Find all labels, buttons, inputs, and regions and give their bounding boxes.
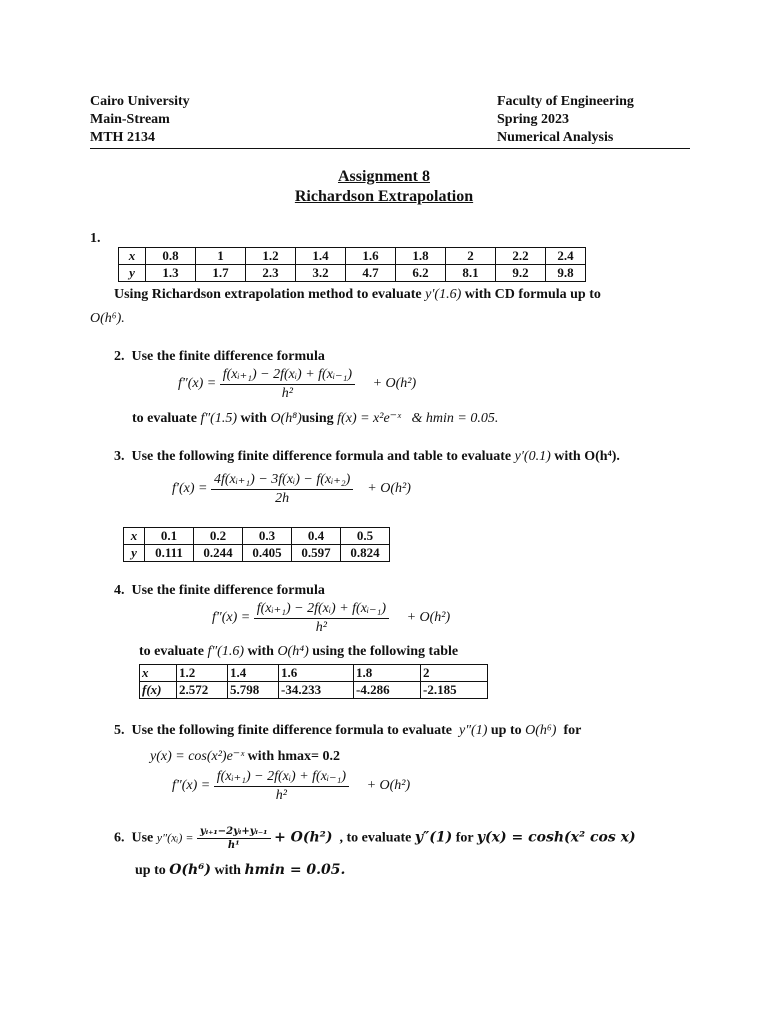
q3-order-text: with O(h⁴). xyxy=(554,449,620,464)
q2-intro: Use the finite difference formula xyxy=(131,349,325,364)
q2-intro-line xyxy=(114,349,325,365)
q3-x-cell: 0.3 xyxy=(243,528,292,545)
q6-hmin: hmin = 0.05. xyxy=(244,862,346,878)
header-faculty: Faculty of Engineering xyxy=(497,94,634,109)
q5-intro: Use the following finite difference formula to evaluate xyxy=(131,723,453,738)
header-term: Spring 2023 xyxy=(497,112,569,127)
q5-order: O(h⁶) xyxy=(525,723,557,738)
q3-table-header-x: x xyxy=(124,528,145,545)
q5-func-line xyxy=(150,748,340,765)
q2-eval-a: to evaluate xyxy=(132,411,197,426)
q4-target: f″(1.6) xyxy=(207,644,244,659)
q4-lhs: f″(x) = xyxy=(212,610,251,626)
q4-numerator: f(xᵢ₊₁) − 2f(xᵢ) + f(xᵢ₋₁) xyxy=(254,600,389,619)
q1-x-cell: 2.4 xyxy=(546,248,586,265)
q5-func: y(x) = cos(x²)e⁻ˣ xyxy=(150,749,245,764)
q6-line1 xyxy=(114,826,636,851)
q2-numerator: f(xᵢ₊₁) − 2f(xᵢ) + f(xᵢ₋₁) xyxy=(220,366,355,385)
q1-table-header-x: x xyxy=(119,248,146,265)
q5-for: for xyxy=(563,723,582,738)
q5-number: 5. xyxy=(114,723,125,738)
q4-fraction xyxy=(254,600,389,636)
q3-intro-line xyxy=(114,449,620,465)
q1-y-cell: 3.2 xyxy=(296,265,346,282)
q5-with: with xyxy=(247,749,275,764)
q5-intro-line xyxy=(114,723,581,739)
q6-eval: , to evaluate xyxy=(339,830,412,846)
q2-eval-line xyxy=(132,410,498,427)
q3-number: 3. xyxy=(114,449,125,464)
q6-func: y(x) = cosh(x² cos x) xyxy=(476,829,636,846)
q1-instruction xyxy=(114,287,601,303)
q1-y-cell: 6.2 xyxy=(396,265,446,282)
q2-error: + O(h²) xyxy=(372,376,417,392)
q6-with: with xyxy=(214,863,241,878)
assignment-subtitle: Richardson Extrapolation xyxy=(294,188,474,205)
q2-target: f″(1.5) xyxy=(200,411,237,426)
q5-formula xyxy=(172,768,410,804)
q4-y-cell: -34.233 xyxy=(279,682,354,699)
q6-error: + O(h²) xyxy=(274,829,333,846)
q3-denominator: 2h xyxy=(275,491,290,506)
q1-table-row-y xyxy=(119,265,586,282)
q4-denominator: h² xyxy=(315,620,327,635)
q4-with: with xyxy=(247,644,274,659)
q5-fraction xyxy=(214,768,349,804)
q1-target: y′(1.6) xyxy=(425,287,462,302)
q4-table xyxy=(139,664,488,699)
q2-using: using xyxy=(301,411,334,426)
q2-number: 2. xyxy=(114,349,125,364)
q3-x-cell: 0.5 xyxy=(341,528,390,545)
header-divider xyxy=(90,148,690,149)
q1-x-cell: 1.2 xyxy=(246,248,296,265)
q3-y-cell: 0.244 xyxy=(194,545,243,562)
q3-y-cell: 0.597 xyxy=(292,545,341,562)
q5-target: y″(1) xyxy=(459,723,488,738)
q1-x-cell: 1.6 xyxy=(346,248,396,265)
header-course-code: MTH 2134 xyxy=(90,130,155,145)
q1-table-header-y: y xyxy=(119,265,146,282)
q1-table-row-x xyxy=(119,248,586,265)
header-university: Cairo University xyxy=(90,94,190,109)
q3-fraction xyxy=(211,471,353,507)
q3-table-row-x xyxy=(124,528,390,545)
q5-numerator: f(xᵢ₊₁) − 2f(xᵢ) + f(xᵢ₋₁) xyxy=(214,768,349,787)
q4-y-cell: -2.185 xyxy=(421,682,488,699)
q4-y-cell: 5.798 xyxy=(228,682,279,699)
q4-y-cell: 2.572 xyxy=(177,682,228,699)
q6-target: y″(1) xyxy=(414,829,453,846)
q4-table-header-x: x xyxy=(140,665,177,682)
q6-fraction xyxy=(197,826,271,851)
header-right xyxy=(497,93,634,147)
q4-x-cell: 2 xyxy=(421,665,488,682)
q1-y-cell: 1.7 xyxy=(196,265,246,282)
q6-upto: up to xyxy=(135,863,166,878)
q3-table xyxy=(123,527,390,562)
q5-hmax: hmax= 0.2 xyxy=(277,749,341,764)
q1-x-cell: 1 xyxy=(196,248,246,265)
q1-text-a: Using Richardson extrapolation method to evaluate xyxy=(114,287,422,302)
q4-number: 4. xyxy=(114,583,125,598)
q4-tail: using the following table xyxy=(312,644,459,659)
q2-order: O(h⁸) xyxy=(270,411,302,426)
q1-y-cell: 2.3 xyxy=(246,265,296,282)
q4-x-cell: 1.4 xyxy=(228,665,279,682)
q1-number: 1. xyxy=(90,231,101,246)
q4-intro: Use the finite difference formula xyxy=(131,583,325,598)
q1-x-cell: 2.2 xyxy=(496,248,546,265)
q4-error: + O(h²) xyxy=(406,610,451,626)
q6-use: Use xyxy=(131,830,154,846)
q4-table-header-fx: f(x) xyxy=(140,682,177,699)
q4-x-cell: 1.2 xyxy=(177,665,228,682)
q4-table-row-y xyxy=(140,682,488,699)
header-left xyxy=(90,93,190,147)
q1-y-cell: 1.3 xyxy=(146,265,196,282)
q2-hmin: & hmin = 0.05. xyxy=(411,411,499,426)
q2-fraction xyxy=(220,366,355,402)
q2-denominator: h² xyxy=(281,386,293,401)
q3-x-cell: 0.2 xyxy=(194,528,243,545)
q5-lhs: f″(x) = xyxy=(172,778,211,794)
q3-table-header-y: y xyxy=(124,545,145,562)
q5-upto: up to xyxy=(490,723,522,738)
q3-x-cell: 0.4 xyxy=(292,528,341,545)
q2-formula xyxy=(178,366,416,402)
q4-x-cell: 1.8 xyxy=(354,665,421,682)
q4-formula xyxy=(212,600,450,636)
q1-y-cell: 9.8 xyxy=(546,265,586,282)
q3-formula xyxy=(172,471,411,507)
q1-y-cell: 4.7 xyxy=(346,265,396,282)
q4-x-cell: 1.6 xyxy=(279,665,354,682)
q6-for: for xyxy=(455,830,474,846)
q2-with: with xyxy=(240,411,267,426)
q3-numerator: 4f(xᵢ₊₁) − 3f(xᵢ) − f(xᵢ₊₂) xyxy=(211,471,353,490)
q5-error: + O(h²) xyxy=(366,778,411,794)
q1-table xyxy=(118,247,586,282)
q1-x-cell: 2 xyxy=(446,248,496,265)
q1-y-cell: 8.1 xyxy=(446,265,496,282)
q6-order: O(h⁶) xyxy=(169,862,211,878)
q6-lhs: y″(xᵢ) = xyxy=(156,830,194,845)
q4-y-cell: -4.286 xyxy=(354,682,421,699)
q3-y-cell: 0.405 xyxy=(243,545,292,562)
q4-order: O(h⁴) xyxy=(277,644,309,659)
q3-x-cell: 0.1 xyxy=(145,528,194,545)
q6-number: 6. xyxy=(114,830,125,846)
q1-x-cell: 1.8 xyxy=(396,248,446,265)
q4-eval-line xyxy=(139,644,458,660)
q1-y-cell: 9.2 xyxy=(496,265,546,282)
q1-x-cell: 0.8 xyxy=(146,248,196,265)
q3-intro: Use the following finite difference formula and table to evaluate xyxy=(131,449,512,464)
q4-eval-a: to evaluate xyxy=(139,644,204,659)
q6-denominator: h¹ xyxy=(227,840,240,851)
q3-error: + O(h²) xyxy=(367,481,411,497)
q3-lhs: f′(x) = xyxy=(172,481,208,497)
q2-func: f(x) = x²e⁻ˣ xyxy=(337,411,402,426)
q2-lhs: f″(x) = xyxy=(178,376,217,392)
q4-table-row-x xyxy=(140,665,488,682)
header-subject: Numerical Analysis xyxy=(497,130,614,145)
header-stream: Main-Stream xyxy=(90,112,170,127)
q1-text-b: with CD formula up to xyxy=(464,287,601,302)
q4-intro-line xyxy=(114,583,325,599)
q6-numerator: yᵢ₊₁−2yᵢ+yᵢ₋₁ xyxy=(197,826,271,839)
q1-order: O(h⁶). xyxy=(90,311,125,326)
q5-denominator: h² xyxy=(275,788,287,803)
assignment-title: Assignment 8 xyxy=(337,168,430,185)
q3-target: y′(0.1) xyxy=(514,449,551,464)
q3-y-cell: 0.111 xyxy=(145,545,194,562)
q1-x-cell: 1.4 xyxy=(296,248,346,265)
q3-y-cell: 0.824 xyxy=(341,545,390,562)
q3-table-row-y xyxy=(124,545,390,562)
q6-line2 xyxy=(135,862,345,879)
